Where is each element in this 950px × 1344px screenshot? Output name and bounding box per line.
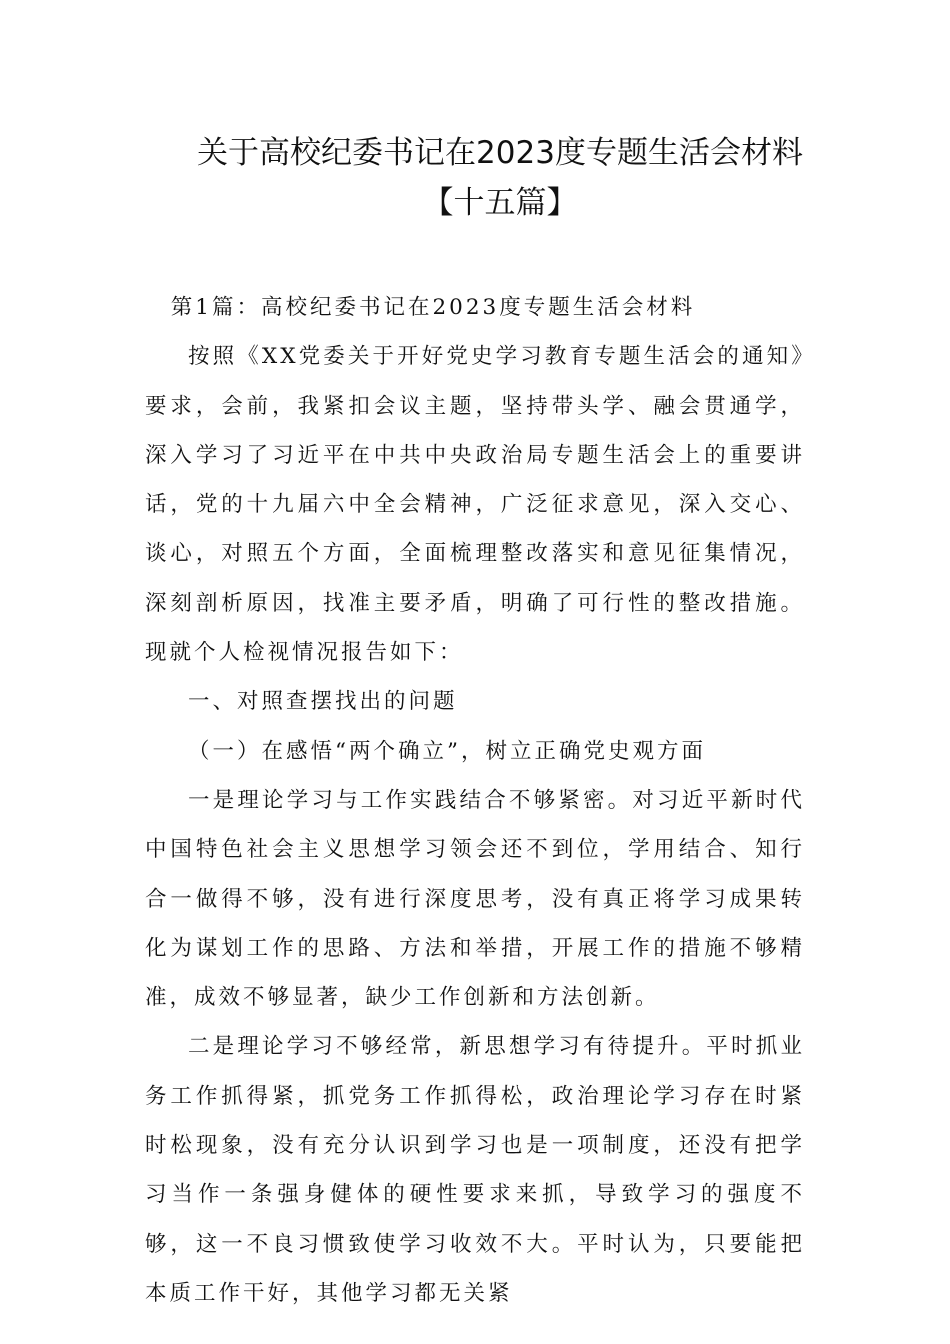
chapter-heading: 第1篇：高校纪委书记在2023度专题生活会材料: [170, 295, 696, 320]
intro-paragraph: 按照《XX党委关于开好党史学习教育专题生活会的通知》要求，会前，我紧扣会议主题，坚持带头学、融会贯通学，深入学习了习近平在中共中央政治局专题生活会上的重要讲话，党的十九届六中全会精神，广泛征求意见，深入交心、谈心，对照五个方面，全面梳理整改落实和意见征集情况，深刻剖析原因，找准主要矛盾，明确了可行性的整改措施。现就个人检视情况报告如下：: [145, 344, 805, 666]
document-title: 关于高校纪委书记在2023度专题生活会材料【十五篇】: [197, 135, 803, 221]
subsection-heading: （一）在感悟“两个确立”，树立正确党史观方面: [188, 738, 706, 764]
body-paragraph: 一是理论学习与工作实践结合不够紧密。对习近平新时代中国特色社会主义思想学习领会还不到位，学用结合、知行合一做得不够，没有进行深度思考，没有真正将学习成果转化为谋划工作的思路、方法和举措，开展工作的措施不够精准，成效不够显著，缺少工作创新和方法创新。: [145, 787, 805, 1011]
body-paragraph: 二是理论学习不够经常，新思想学习有待提升。平时抓业务工作抓得紧，抓党务工作抓得松，政治理论学习存在时紧时松现象，没有充分认识到学习也是一项制度，还没有把学习当作一条强身健体的硬性要求来抓，导致学习的强度不够，这一不良习惯致使学习收效不大。平时认为，只要能把本质工作干好，其他学习都无关紧: [145, 1034, 805, 1306]
document-body: [145, 283, 805, 1318]
section-heading-problems: 一、对照查摆找出的问题: [188, 689, 458, 715]
